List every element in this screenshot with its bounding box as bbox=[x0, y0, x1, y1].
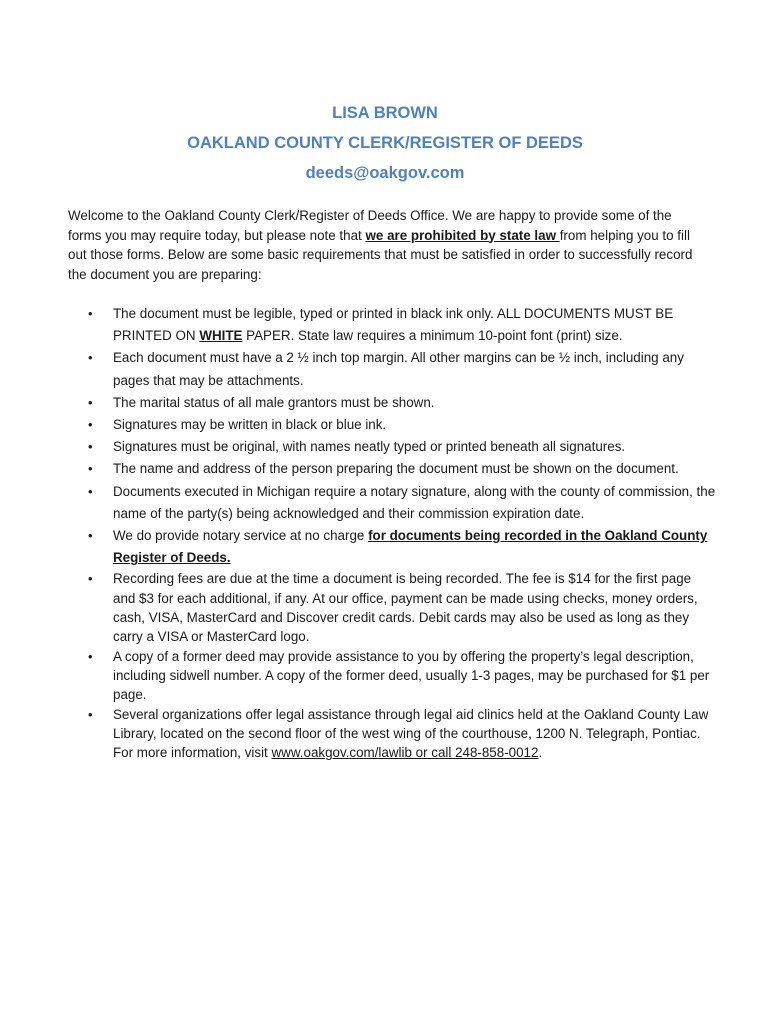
bullet-icon: • bbox=[88, 417, 93, 433]
list-item bbox=[68, 436, 716, 458]
req-9-text: Recording fees are due at the time a document is being recorded. The fee is $14 for the first page and $3 for each additional, if any. At our office, payment can be made using checks, money orders, cash, VISA, MasterCard and Discover credit cards. Debit cards may also be used as long as they carry a VISA or MasterCard logo. bbox=[113, 571, 698, 645]
list-item bbox=[68, 569, 716, 646]
bullet-icon: • bbox=[88, 394, 93, 410]
intro-text-1: Welcome to the Oakland County Clerk/Register of Deeds Office. We are happy to provide some of the forms you may require today, but please note that bbox=[68, 208, 672, 243]
list-item bbox=[68, 414, 716, 436]
list-item bbox=[68, 705, 716, 763]
office-title: OAKLAND COUNTY CLERK/REGISTER OF DEEDS bbox=[187, 134, 583, 152]
req-7-text: Documents executed in Michigan require a notary signature, along with the county of commission, the name of the party(s) being acknowledged and their commission expiration date. bbox=[113, 483, 716, 521]
list-item bbox=[68, 347, 716, 391]
req-11-end: . bbox=[538, 745, 543, 761]
bullet-icon: • bbox=[88, 648, 93, 664]
clerk-name: LISA BROWN bbox=[332, 104, 438, 122]
bullet-icon: • bbox=[88, 439, 93, 455]
req-6-text: The name and address of the person preparing the document must be shown on the document. bbox=[113, 461, 679, 477]
req-11-text: Several organizations offer legal assistance through legal aid clinics held at the Oakland County Law Library, located on the second floor of the west wing of the courthouse, 1200 N. Telegraph, Pontiac. For more information, visit bbox=[113, 706, 709, 761]
requirements-list bbox=[68, 303, 716, 762]
list-item bbox=[68, 458, 716, 480]
bullet-icon: • bbox=[88, 483, 93, 499]
req-3-text: The marital status of all male grantors must be shown. bbox=[113, 394, 435, 410]
intro-emphasis: we are prohibited by state law bbox=[365, 227, 560, 243]
bullet-icon: • bbox=[88, 706, 93, 722]
req-8-text: We do provide notary service at no charge bbox=[113, 528, 369, 544]
req-4-text: Signatures may be written in black or blue ink. bbox=[113, 417, 387, 433]
req-1-emphasis: WHITE bbox=[199, 328, 243, 344]
bullet-icon: • bbox=[88, 461, 93, 477]
req-10-text: A copy of a former deed may provide assistance to you by offering the property’s legal description, including sidwell number. A copy of the former deed, usually 1-3 pages, may be purchased for $1 per page. bbox=[113, 648, 710, 703]
req-1-text-b: PAPER. State law requires a minimum 10-point font (print) size. bbox=[242, 328, 623, 344]
bullet-icon: • bbox=[88, 350, 93, 366]
bullet-icon: • bbox=[88, 306, 93, 321]
list-item bbox=[68, 303, 716, 347]
list-item bbox=[68, 647, 716, 705]
req-2-text: Each document must have a 2 ½ inch top margin. All other margins can be ½ inch, including any pages that may be attachments. bbox=[113, 350, 684, 388]
list-item bbox=[68, 481, 716, 525]
intro-text-2: from helping you to fill out those forms. Below are some basic requirements that must be satisfied in order to successfully record the document you are preparing: bbox=[68, 227, 693, 282]
bullet-icon: • bbox=[88, 571, 93, 587]
req-5-text: Signatures must be original, with names neatly typed or printed beneath all signatures. bbox=[113, 439, 626, 455]
list-item bbox=[68, 525, 716, 569]
intro-paragraph bbox=[68, 206, 708, 284]
bullet-icon: • bbox=[88, 528, 93, 544]
law-library-link[interactable]: www.oakgov.com/lawlib or call 248-858-0012 bbox=[271, 745, 539, 761]
req-8-emphasis: for documents being recorded in the Oakland County Register of Deeds. bbox=[113, 528, 708, 566]
letterhead bbox=[0, 98, 770, 188]
office-email: deeds@oakgov.com bbox=[305, 164, 465, 182]
req-1-text-a: The document must be legible, typed or printed in black ink only. ALL DOCUMENTS MUST BE PRINTED ON bbox=[113, 306, 674, 344]
list-item bbox=[68, 392, 716, 414]
